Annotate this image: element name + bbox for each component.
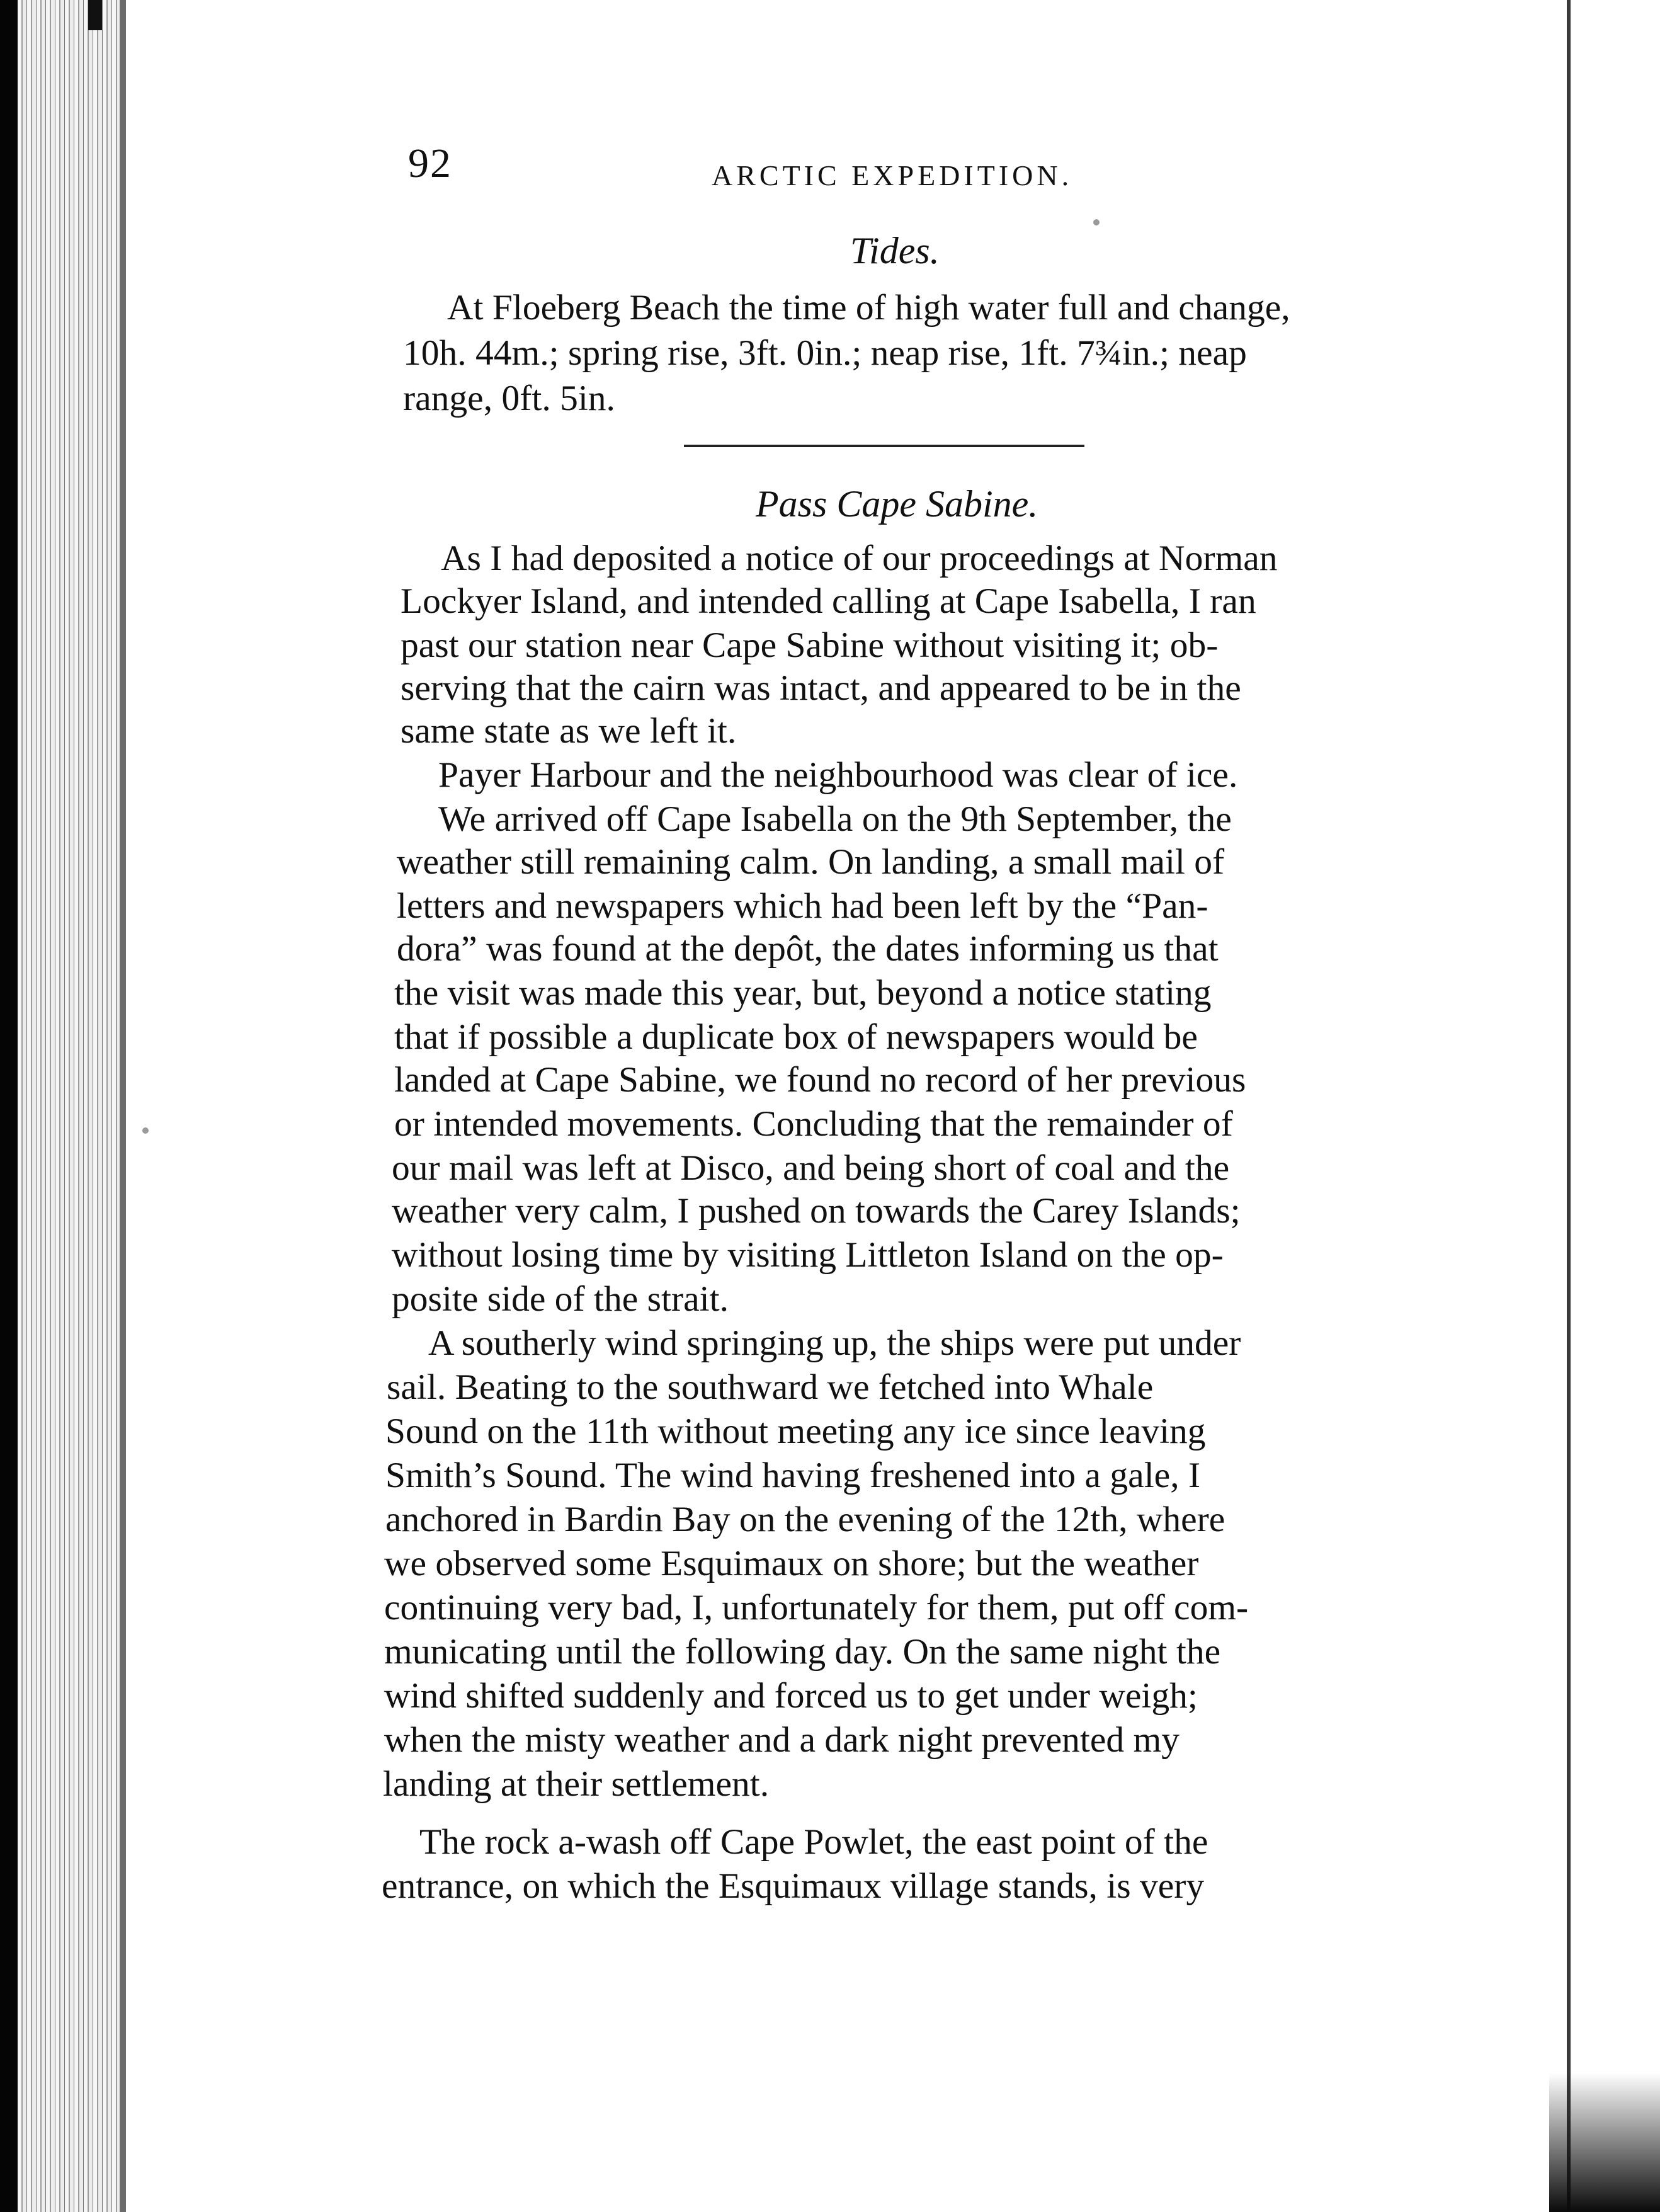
text-line: we observed some Esquimaux on shore; but the weather — [384, 1544, 1199, 1583]
binding-shadow — [0, 0, 18, 2212]
running-head: ARCTIC EXPEDITION. — [712, 159, 1073, 191]
text-line: A southerly wind springing up, the ships were put under — [428, 1323, 1241, 1363]
text-line: Smith’s Sound. The wind having freshened into a gale, I — [385, 1456, 1201, 1495]
text-line: past our station near Cape Sabine without visiting it; ob- — [401, 625, 1219, 665]
text-line: without losing time by visiting Littleton Island on the op- — [392, 1235, 1224, 1275]
paper-speck — [142, 1127, 149, 1134]
text-line: wind shifted suddenly and forced us to get under weigh; — [384, 1676, 1198, 1716]
section-divider-rule — [684, 445, 1084, 447]
page-edge-line — [120, 0, 126, 2212]
page-number: 92 — [408, 140, 452, 186]
text-line: As I had deposited a notice of our proceedings at Norman — [441, 539, 1278, 578]
text-line: or intended movements. Concluding that the remainder of — [394, 1104, 1233, 1144]
text-line: entrance, on which the Esquimaux village stands, is very — [382, 1866, 1205, 1906]
text-line: weather very calm, I pushed on towards the Carey Islands; — [392, 1191, 1241, 1231]
text-line: that if possible a duplicate box of newspapers would be — [394, 1017, 1198, 1057]
text-line: anchored in Bardin Bay on the evening of the 12th, where — [385, 1500, 1225, 1539]
text-line: sail. Beating to the southward we fetched into Whale — [387, 1367, 1154, 1407]
text-line: dora” was found at the depôt, the dates informing us that — [397, 929, 1219, 969]
top-edge-mark — [88, 0, 102, 30]
page-stack-edges — [18, 0, 125, 2212]
text-line: municating until the following day. On the same night the — [384, 1632, 1221, 1672]
bottom-right-shadow — [1549, 1864, 1660, 2212]
text-line: At Floeberg Beach the time of high water full and change, — [447, 288, 1290, 328]
text-line: continuing very bad, I, unfortunately for them, put off com- — [384, 1588, 1249, 1628]
text-line: serving that the cairn was intact, and appeared to be in the — [401, 668, 1241, 708]
text-line: when the misty weather and a dark night prevented my — [384, 1720, 1180, 1760]
text-line: Payer Harbour and the neighbourhood was clear of ice. — [438, 755, 1238, 795]
text-line: Lockyer Island, and intended calling at Cape Isabella, I ran — [401, 581, 1256, 621]
text-line: range, 0ft. 5in. — [403, 379, 615, 418]
section-heading-pass-cape-sabine: Pass Cape Sabine. — [756, 483, 1038, 525]
text-line: letters and newspapers which had been left by the “Pan- — [397, 886, 1208, 926]
text-line: landed at Cape Sabine, we found no record of her previous — [394, 1060, 1246, 1100]
paper-speck — [1093, 219, 1100, 225]
text-line: weather still remaining calm. On landing, a small mail of — [397, 842, 1225, 882]
text-line: Sound on the 11th without meeting any ice since leaving — [385, 1411, 1206, 1451]
text-line: landing at their settlement. — [383, 1764, 770, 1804]
section-heading-tides: Tides. — [850, 230, 940, 271]
text-line: We arrived off Cape Isabella on the 9th September, the — [438, 799, 1232, 839]
text-line: posite side of the strait. — [392, 1279, 729, 1319]
text-line: our mail was left at Disco, and being short of coal and the — [392, 1148, 1230, 1188]
text-line: The rock a-wash off Cape Powlet, the east point of the — [419, 1822, 1208, 1862]
text-line: the visit was made this year, but, beyond a notice stating — [394, 973, 1212, 1013]
text-line: same state as we left it. — [401, 711, 737, 751]
text-line: 10h. 44m.; spring rise, 3ft. 0in.; neap rise, 1ft. 7¾in.; neap — [403, 333, 1247, 373]
